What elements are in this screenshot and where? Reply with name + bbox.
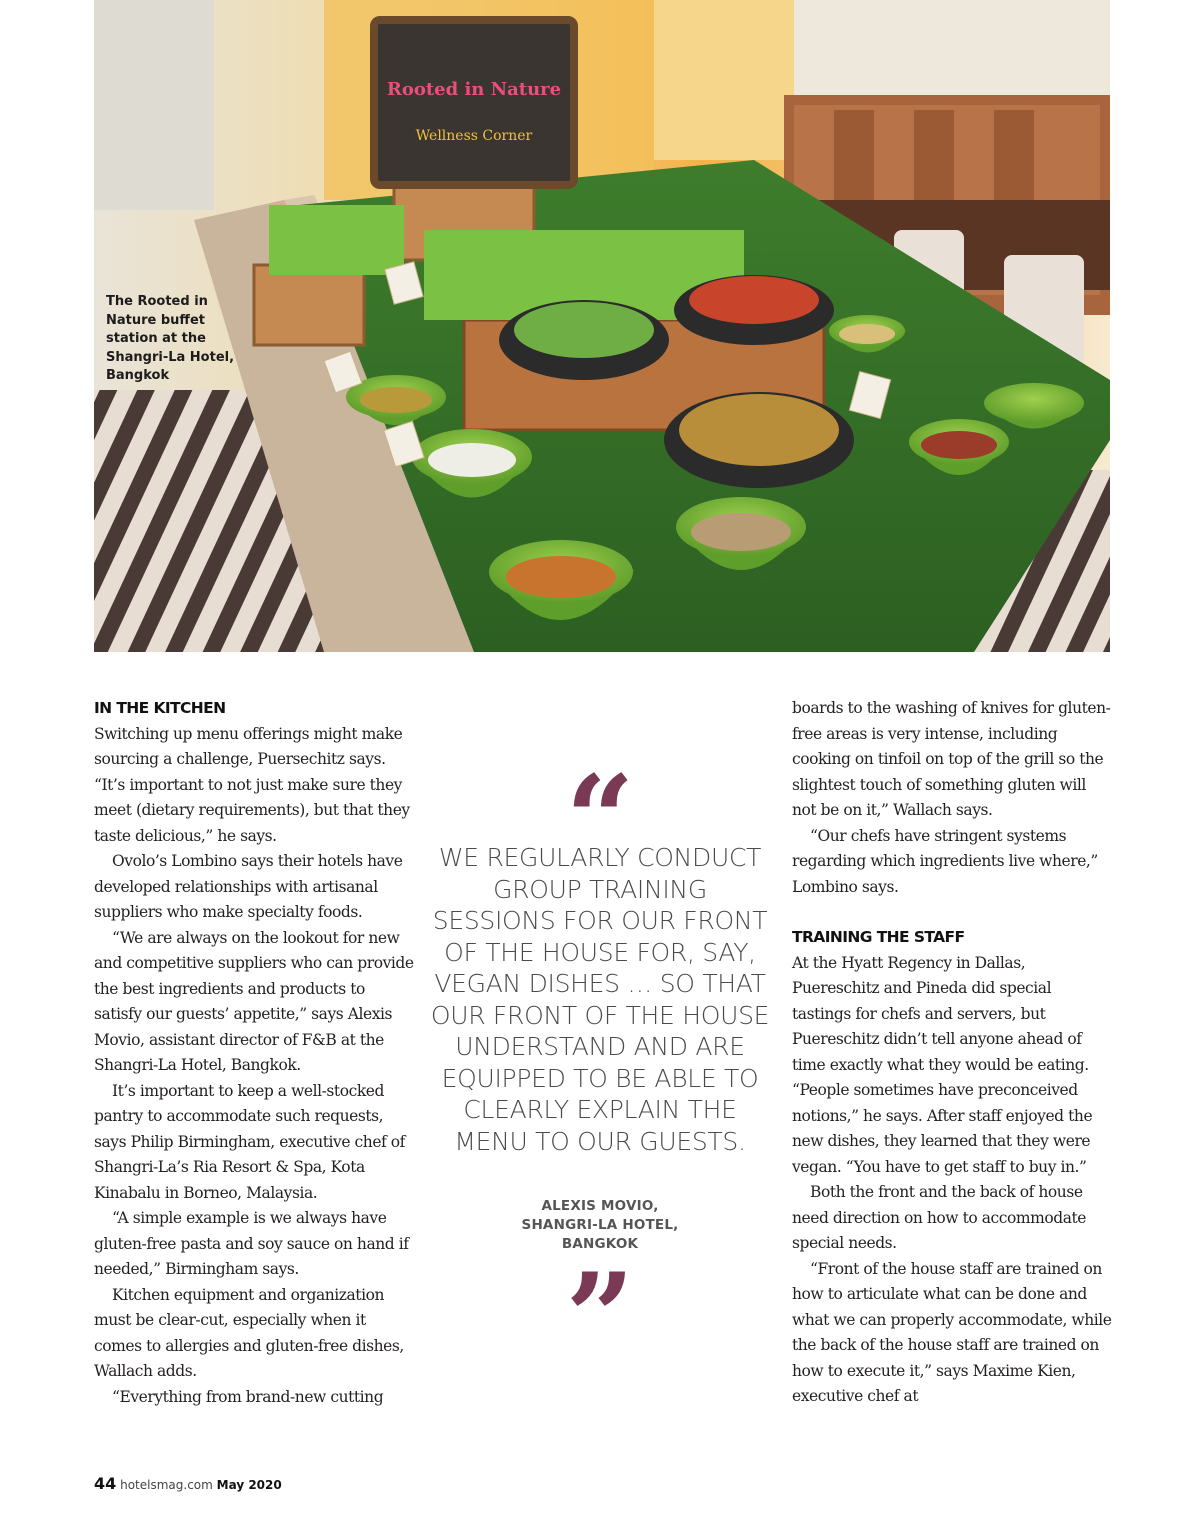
footer-site: hotelsmag.com [120, 1478, 213, 1492]
body-paragraph: “Our chefs have stringent systems regarding which ingredients live where,” Lombino says. [792, 826, 1098, 896]
photo-caption: The Rooted in Nature buffet station at the Shangri-La Hotel, Bangkok [106, 294, 235, 383]
pull-quote-attribution: ALEXIS MOVIO, SHANGRI-LA HOTEL, BANGKOK [521, 1198, 679, 1252]
body-paragraph: Both the front and the back of house need direction on how to accommodate special needs. [792, 1183, 1087, 1252]
body-paragraph: “We are always on the lookout for new and competitive suppliers who can provide the best ingredients and products to satisfy our guests’ appetite,” says Alexis Movio, assistant director of F&B at the Shangri-La Hotel, Bangkok. [94, 928, 414, 1074]
article-column-right [792, 696, 1114, 1410]
body-paragraph: At the Hyatt Regency in Dallas, Puereschitz and Pineda did special tastings for chefs and servers, but Puereschitz didn’t tell anyone ahead of time exactly what they would be eating. “People sometimes have preconceived notions,” he says. After staff enjoyed the new dishes, they learned that they were vegan. “You have to get staff to buy in.” [792, 953, 1093, 1176]
footer-issue-date: May 2020 [216, 1478, 282, 1492]
body-paragraph: Kitchen equipment and organization must be clear-cut, especially when it comes to allergies and gluten-free dishes, Wallach adds. [94, 1285, 404, 1380]
body-paragraph: “Everything from brand-new cutting [112, 1387, 384, 1406]
article-column-left [94, 696, 416, 1410]
section-heading-training-the-staff: TRAINING THE STAFF [792, 928, 965, 946]
sign-subtitle: Wellness Corner [415, 128, 533, 144]
page-number: 44 [94, 1474, 117, 1493]
body-paragraph: “Front of the house staff are trained on how to articulate what can be done and what we can properly accommodate, while the back of the house staff are trained on how to execute it,” says Maxime Kien, executive chef at [792, 1259, 1112, 1405]
page-footer [94, 1474, 282, 1493]
body-paragraph: It’s important to keep a well-stocked pantry to accommodate such requests, says Philip Birmingham, executive chef of Shangri-La’s Ria Resort & Spa, Kota Kinabalu in Borneo, Malaysia. [94, 1081, 405, 1202]
sign-title: Rooted in Nature [386, 79, 562, 100]
buffet-photo [94, 0, 1110, 652]
close-quote-mark: ” [565, 1247, 635, 1388]
body-paragraph: “A simple example is we always have gluten-free pasta and soy sauce on hand if needed,” Birmingham says. [94, 1209, 409, 1278]
buffet-photo-illustration [94, 0, 1110, 652]
body-paragraph: boards to the washing of knives for gluten-free areas is very intense, including cooking on tinfoil on top of the grill so the slightest touch of something gluten will not be on it,” Wallach says. [792, 699, 1111, 819]
section-heading-in-the-kitchen: IN THE KITCHEN [94, 699, 226, 717]
body-paragraph: Ovolo’s Lombino says their hotels have developed relationships with artisanal suppliers who make specialty foods. [94, 852, 403, 921]
pull-quote-text: WE REGULARLY CONDUCT GROUP TRAINING SESSIONS FOR OUR FRONT OF THE HOUSE FOR, SAY, VEGAN DISHES … SO THAT OUR FRONT OF THE HOUSE UNDERSTAND AND ARE EQUIPPED TO BE ABLE TO CLEARLY EXPLAIN THE MENU TO OUR GUESTS. [430, 843, 770, 1156]
body-paragraph: Switching up menu offerings might make sourcing a challenge, Puersechitz says. “It’s important to not just make sure they meet (dietary requirements), but that they taste delicious,” he says. [94, 724, 410, 845]
open-quote-mark: “ [565, 749, 635, 890]
